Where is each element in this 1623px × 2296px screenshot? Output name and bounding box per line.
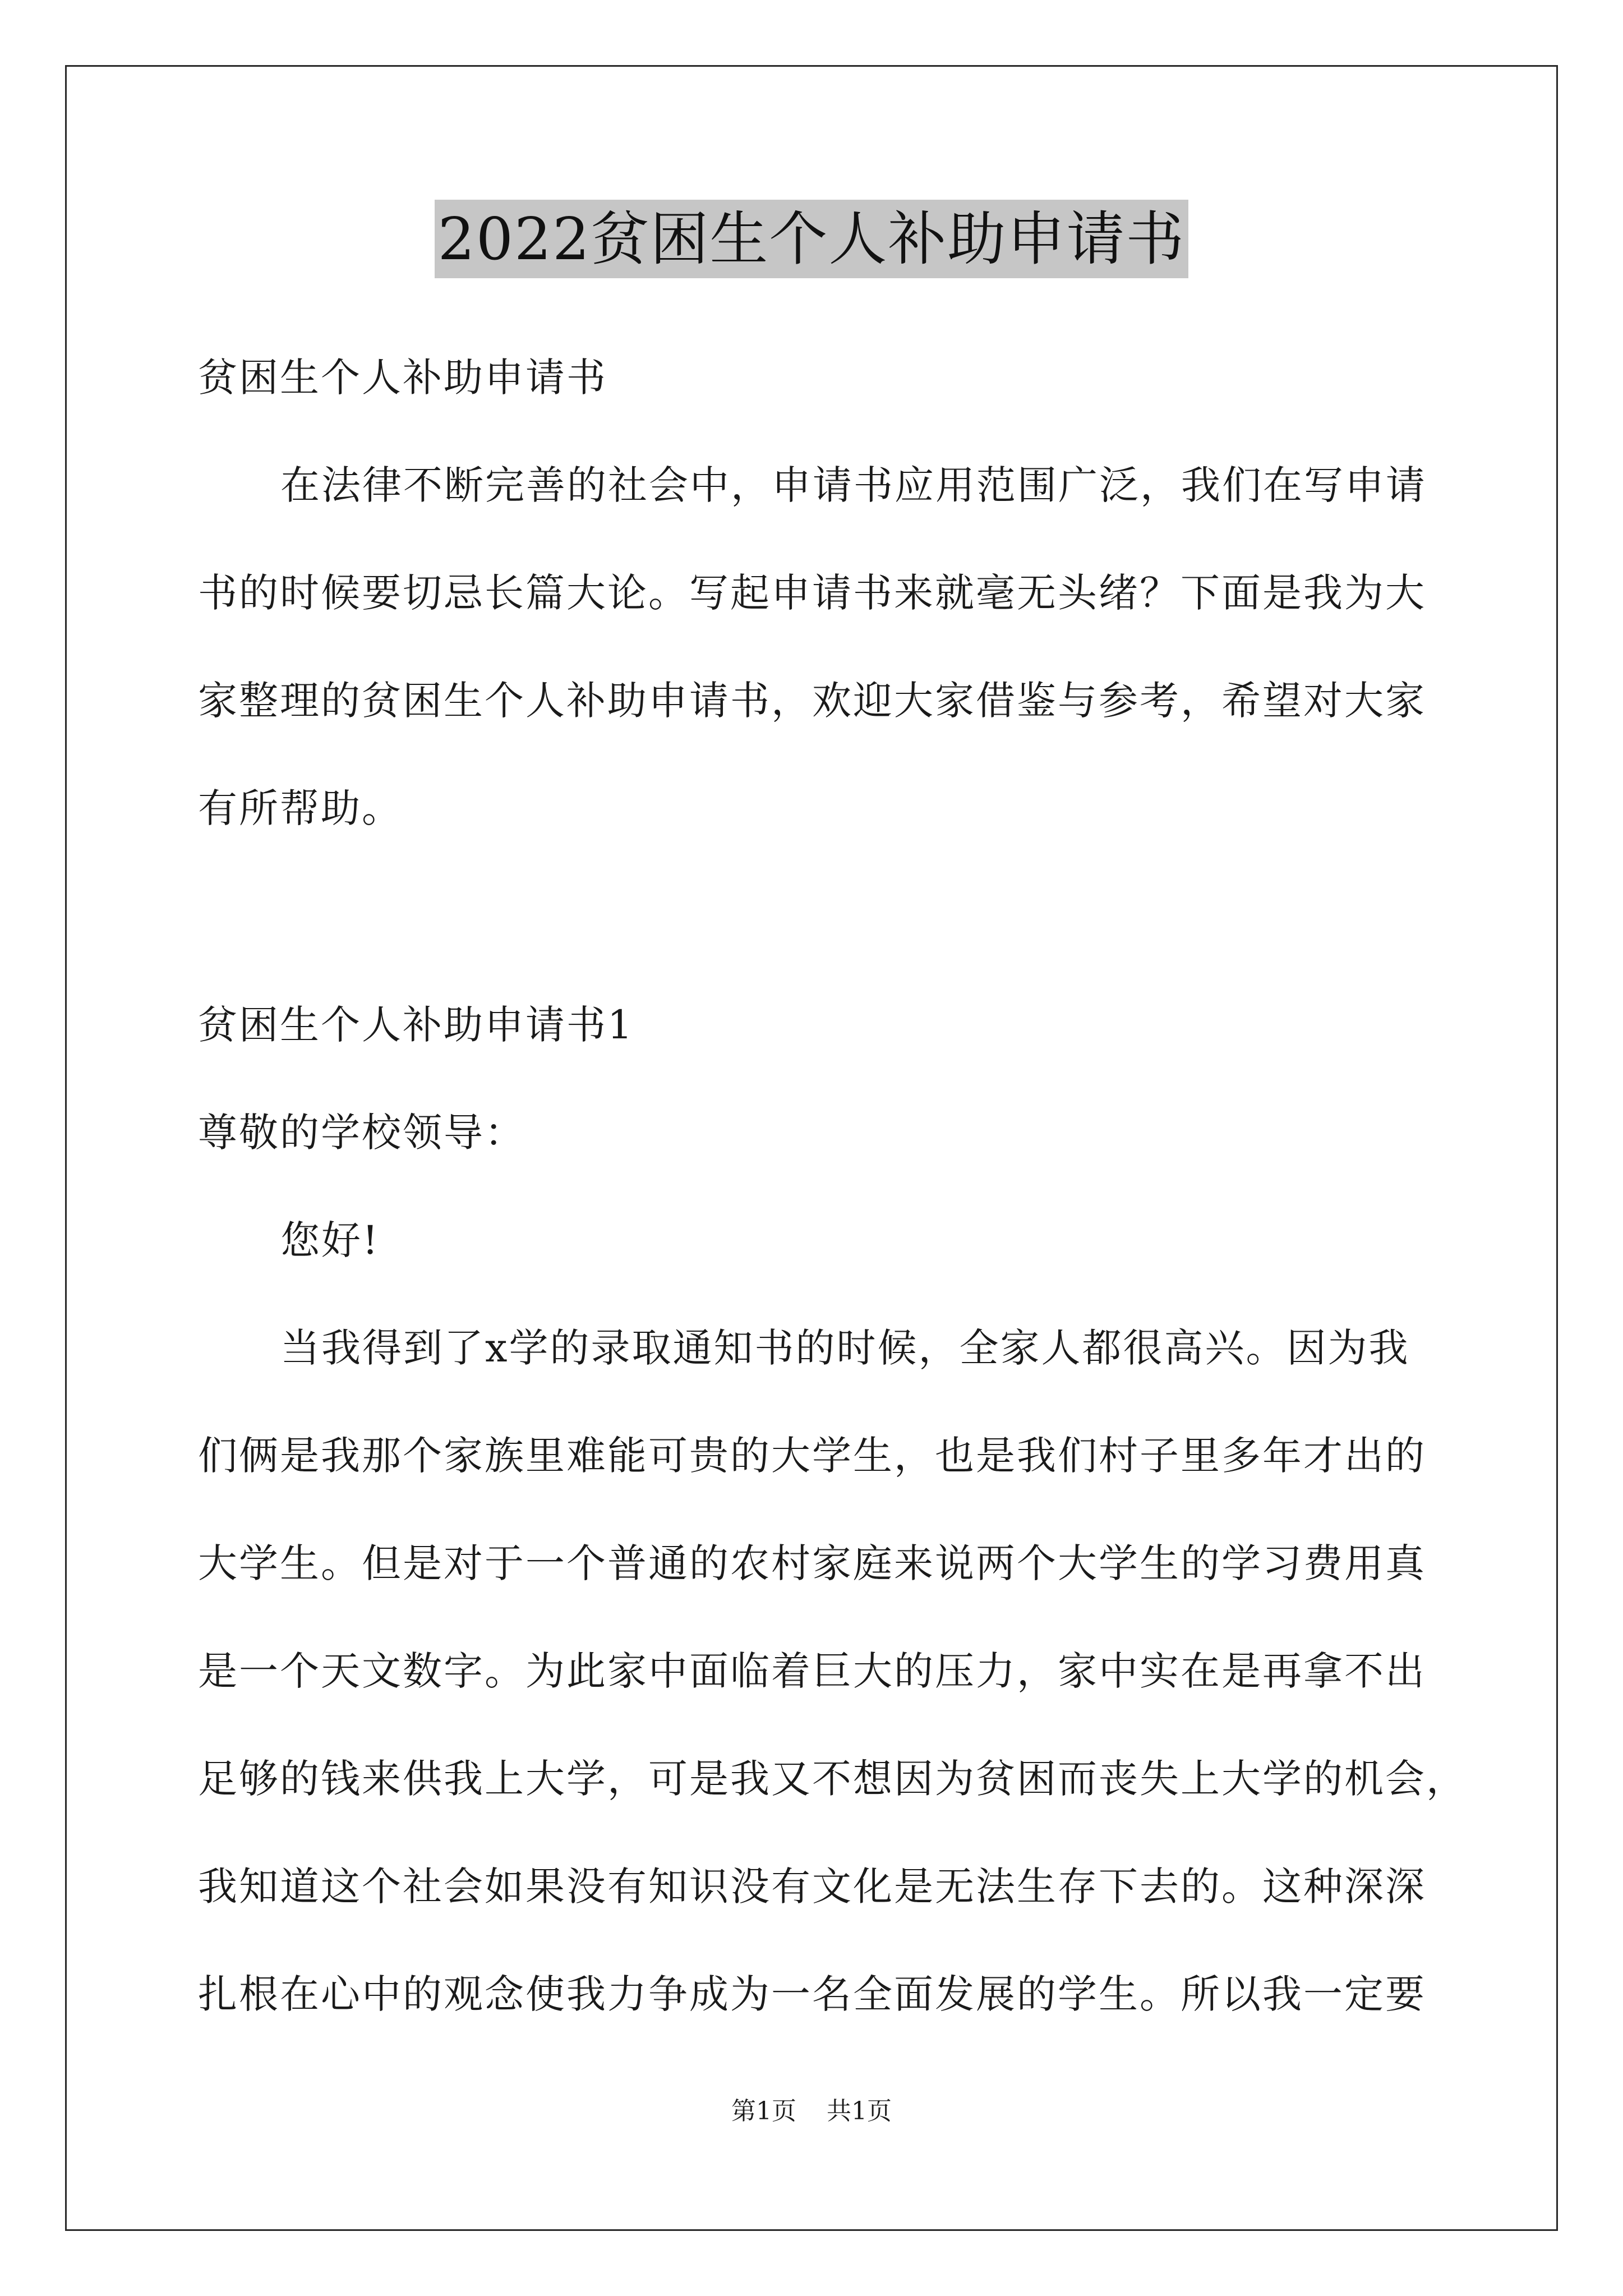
body-paragraph-line-5: 足够的钱来供我上大学，可是我又不想因为贫困而丧失上大学的机会， xyxy=(198,1756,1467,1802)
title-container xyxy=(0,200,1623,278)
section-heading-1: 贫困生个人补助申请书1 xyxy=(198,1002,634,1048)
body-paragraph-line-6: 我知道这个社会如果没有知识没有文化是无法生存下去的。这种深深 xyxy=(198,1864,1426,1910)
page-number-current: 第1页 xyxy=(731,2097,796,2125)
body-paragraph-line-2: 们俩是我那个家族里难能可贵的大学生，也是我们村子里多年才出的 xyxy=(198,1433,1426,1479)
salutation: 尊敬的学校领导： xyxy=(198,1110,525,1156)
body-paragraph-line-7: 扎根在心中的观念使我力争成为一名全面发展的学生。所以我一定要 xyxy=(198,1971,1426,2017)
page-footer xyxy=(0,2095,1623,2128)
body-paragraph-line-4: 是一个天文数字。为此家中面临着巨大的压力，家中实在是再拿不出 xyxy=(198,1648,1426,1694)
page-number-total: 共1页 xyxy=(827,2097,892,2125)
intro-paragraph-line-1: 在法律不断完善的社会中，申请书应用范围广泛，我们在写申请 xyxy=(280,462,1427,508)
body-paragraph-line-1: 当我得到了x学的录取通知书的时候，全家人都很高兴。因为我 xyxy=(280,1325,1410,1371)
document-title: 2022贫困生个人补助申请书 xyxy=(435,200,1189,278)
intro-paragraph-line-3: 家整理的贫困生个人补助申请书，欢迎大家借鉴与参考，希望对大家 xyxy=(198,678,1426,724)
body-paragraph-line-3: 大学生。但是对于一个普通的农村家庭来说两个大学生的学习费用真 xyxy=(198,1540,1426,1586)
subtitle-line: 贫困生个人补助申请书 xyxy=(198,355,607,401)
intro-paragraph-line-2: 书的时候要切忌长篇大论。写起申请书来就毫无头绪？下面是我为大 xyxy=(198,570,1426,616)
greeting: 您好! xyxy=(280,1217,380,1263)
intro-paragraph-line-4: 有所帮助。 xyxy=(198,785,403,831)
